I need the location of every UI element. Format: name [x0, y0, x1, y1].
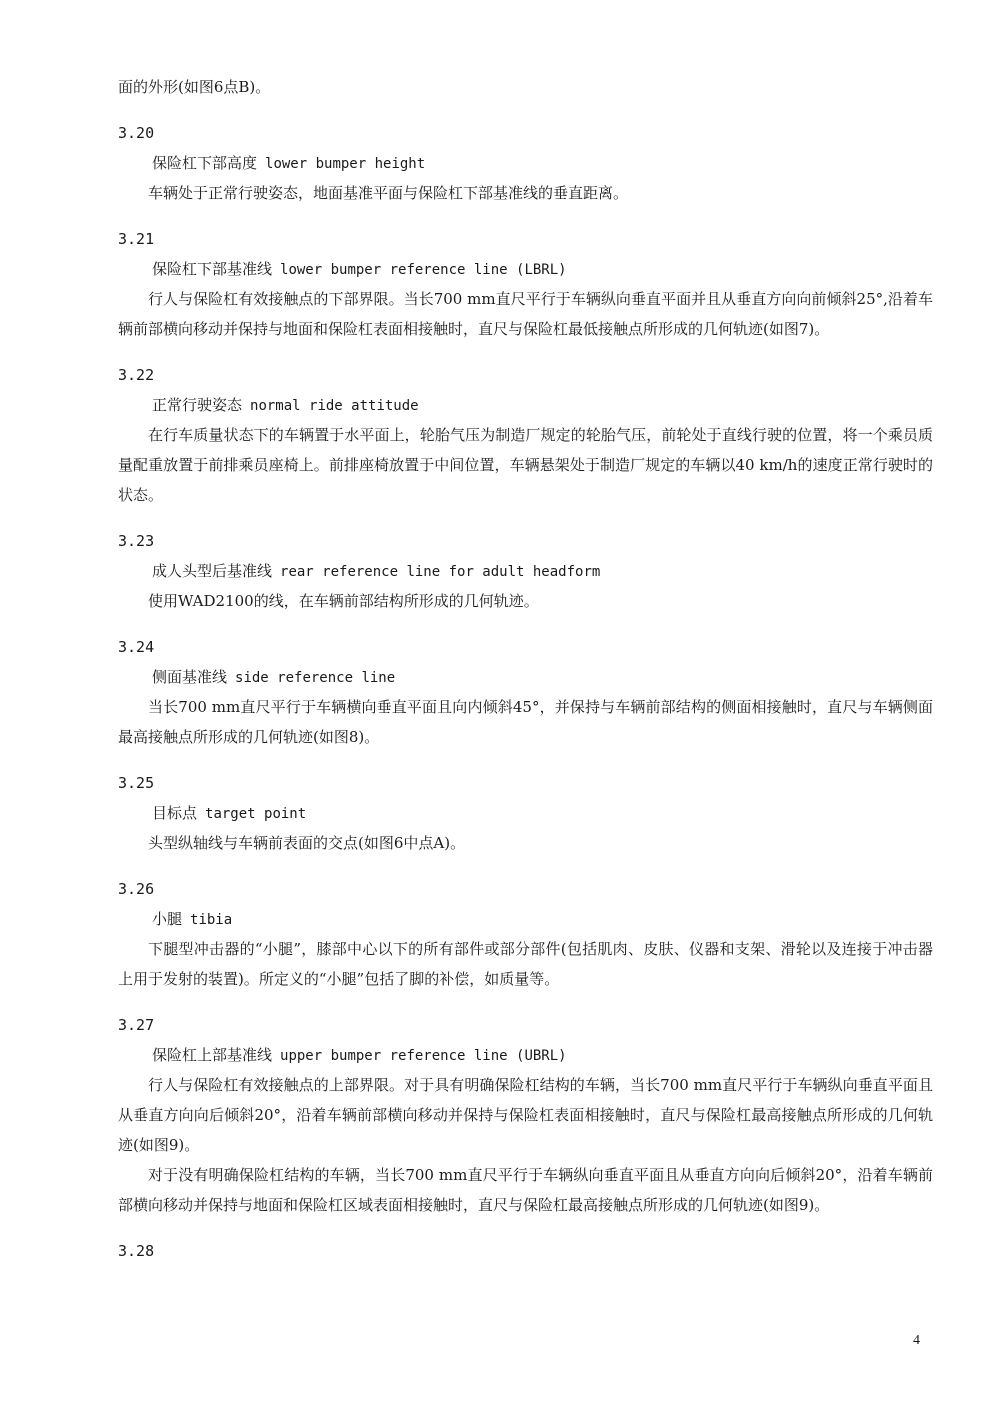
definition-paragraph: 当长700 mm直尺平行于车辆横向垂直平面且向内倾斜45°，并保持与车辆前部结构的侧面相接触时，直尺与车辆侧面最高接触点所形成的几何轨迹(如图8)。 [118, 698, 933, 746]
term-english: upper bumper reference line (UBRL) [280, 1048, 567, 1064]
term-heading [118, 148, 933, 178]
term-chinese: 成人头型后基准线 [152, 562, 273, 580]
term-heading [118, 556, 933, 586]
section-number: 3.27 [118, 1016, 155, 1034]
section-number: 3.25 [118, 774, 155, 792]
section-number: 3.26 [118, 880, 155, 898]
term-english: lower bumper reference line (LBRL) [280, 262, 567, 278]
term-english: rear reference line for adult headform [280, 564, 601, 580]
term-heading [118, 1040, 933, 1070]
term-chinese: 保险杠上部基准线 [152, 1046, 273, 1064]
section-number: 3.24 [118, 638, 155, 656]
section-number: 3.20 [118, 124, 155, 142]
term-chinese: 保险杠下部高度 [152, 154, 258, 172]
term-english: tibia [190, 912, 233, 928]
term-english: normal ride attitude [250, 398, 419, 414]
section-number: 3.21 [118, 230, 155, 248]
term-heading [118, 798, 933, 828]
term-chinese: 小腿 [152, 910, 183, 928]
section-number: 3.22 [118, 366, 155, 384]
intro-line: 面的外形(如图6点B)。 [118, 78, 271, 96]
definition-paragraph: 使用WAD2100的线，在车辆前部结构所形成的几何轨迹。 [148, 592, 539, 610]
term-chinese: 目标点 [152, 804, 198, 822]
definition-paragraph: 在行车质量状态下的车辆置于水平面上，轮胎气压为制造厂规定的轮胎气压，前轮处于直线行驶的位置，将一个乘员质量配重放置于前排乘员座椅上。前排座椅放置于中间位置，车辆悬架处于制造厂规定的车辆以40 km/h的速度正常行驶时的状态。 [118, 426, 933, 504]
term-heading [118, 390, 933, 420]
sections-container [118, 118, 933, 1220]
definition-paragraph: 行人与保险杠有效接触点的上部界限。对于具有明确保险杠结构的车辆，当长700 mm直尺平行于车辆纵向垂直平面且从垂直方向向后倾斜20°，沿着车辆前部横向移动并保持与保险杠表面相接触时，直尺与保险杠最高接触点所形成的几何轨迹(如图9)。 [118, 1076, 933, 1154]
term-english: target point [205, 806, 307, 822]
definition-paragraph: 头型纵轴线与车辆前表面的交点(如图6中点A)。 [148, 834, 466, 852]
term-heading [118, 662, 933, 692]
section-number: 3.28 [118, 1242, 155, 1260]
section-number: 3.23 [118, 532, 155, 550]
term-heading [118, 904, 933, 934]
page-number: 4 [913, 1333, 920, 1348]
term-chinese: 正常行驶姿态 [152, 396, 243, 414]
term-heading [118, 254, 933, 284]
term-english: lower bumper height [265, 156, 426, 172]
term-chinese: 侧面基准线 [152, 668, 228, 686]
term-chinese: 保险杠下部基准线 [152, 260, 273, 278]
definition-paragraph: 对于没有明确保险杠结构的车辆，当长700 mm直尺平行于车辆纵向垂直平面且从垂直方向向后倾斜20°，沿着车辆前部横向移动并保持与地面和保险杠区域表面相接触时，直尺与保险杠最高接触点所形成的几何轨迹(如图9)。 [118, 1166, 933, 1214]
document-body [118, 72, 933, 1266]
definition-paragraph: 行人与保险杠有效接触点的下部界限。当长700 mm直尺平行于车辆纵向垂直平面并且从垂直方向向前倾斜25°,沿着车辆前部横向移动并保持与地面和保险杠表面相接触时，直尺与保险杠最低接触点所形成的几何轨迹(如图7)。 [118, 290, 933, 338]
definition-paragraph: 下腿型冲击器的“小腿”，膝部中心以下的所有部件或部分部件(包括肌肉、皮肤、仪器和支架、滑轮以及连接于冲击器上用于发射的装置)。所定义的“小腿”包括了脚的补偿，如质量等。 [118, 940, 933, 988]
term-english: side reference line [235, 670, 396, 686]
definition-paragraph: 车辆处于正常行驶姿态，地面基准平面与保险杠下部基准线的垂直距离。 [148, 184, 629, 202]
